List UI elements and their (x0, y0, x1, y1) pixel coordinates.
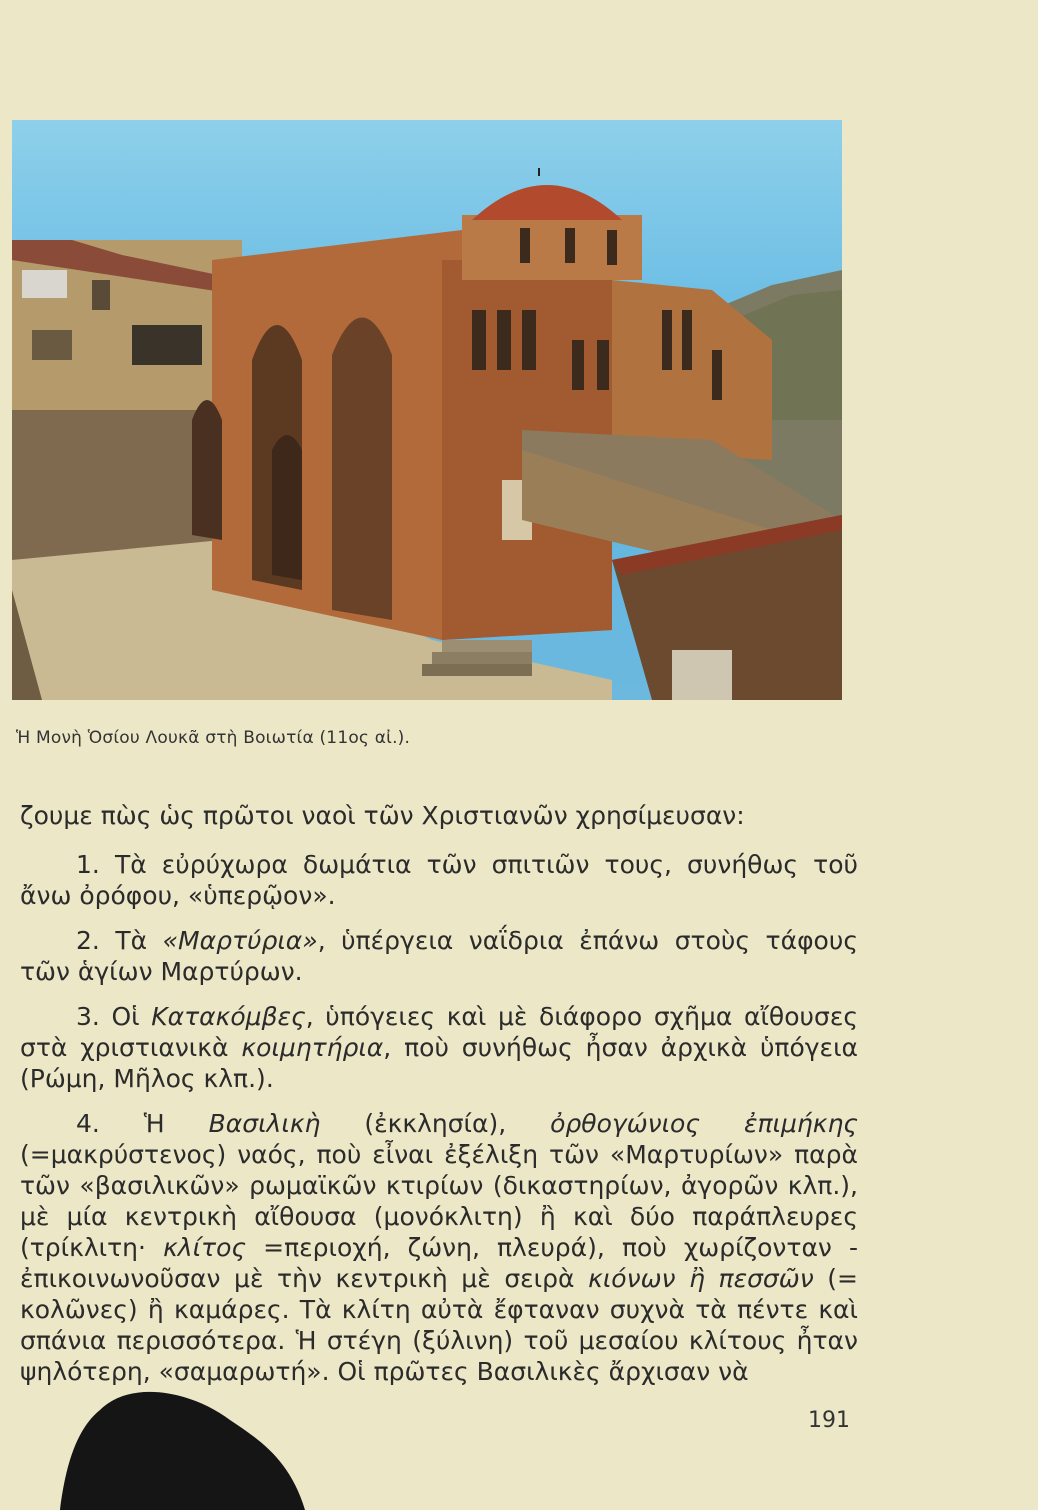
page-number: 191 (808, 1408, 850, 1433)
term-klitos: κλίτος (163, 1233, 247, 1262)
term-orthogonios: ὀρθογώνιος ἐπιμήκης (550, 1109, 858, 1138)
term-katakomves: Κατακόμβες (151, 1002, 306, 1031)
photo-caption: Ἡ Μονὴ Ὁσίου Λουκᾶ στὴ Βοιωτία (11ος αἰ.). (16, 728, 411, 748)
monastery-photo (12, 120, 842, 700)
body-text (20, 800, 858, 1401)
page-stain (60, 1380, 320, 1510)
term-koimitiria: κοιμητήρια (241, 1033, 384, 1062)
intro-paragraph: ζουμε πὼς ὡς πρῶτοι ναοὶ τῶν Χριστιανῶν χρησίμευσαν: (20, 801, 745, 830)
term-vasiliki: Βασιλικὴ (208, 1109, 321, 1138)
term-kionon: κιόνων ἢ πεσσῶν (588, 1264, 814, 1293)
list-item-3: 3. Οἱ Κατακόμβες, ὑπόγειες καὶ μὲ διάφορο σχῆμα αἴθουσες στὰ χριστιανικὰ κοιμητήρια, ποὺ συνήθως ἦσαν ἀρχικὰ ὑπόγεια (Ρώμη, Μῆλος κλπ.). (20, 1002, 859, 1093)
list-item-1: 1. Τὰ εὐρύχωρα δωμάτια τῶν σπιτιῶν τους, συνήθως τοῦ ἄνω ὀρόφου, «ὑπερῷον». (20, 850, 858, 910)
list-item-4: 4. Ἡ Βασιλικὴ (ἐκκλησία), ὀρθογώνιος ἐπιμήκης (=μακρύστενος) ναός, ποὺ εἶναι ἐξέλιξη τῶν «Μαρτυρίων» παρὰ τῶν «βασιλικῶν» ρωμαϊκῶν κτιρίων (δικαστηρίων, ἀγορῶν κλπ.), μὲ μία κεντρικὴ αἴθουσα (μονόκλιτη) ἢ καὶ δύο παράπλευρες (τρίκλιτη· κλίτος =περιοχή, ζώνη, πλευρά), ποὺ χωρίζονταν - ἐπικοινωνοῦσαν μὲ τὴν κεντρικὴ μὲ σειρὰ κιόνων ἢ πεσσῶν (= κολῶνες) ἢ καμάρες. Τὰ κλίτη αὐτὰ ἔφταναν συχνὰ τὰ πέντε καὶ σπάνια περισσότερα. Ἡ στέγη (ξύλινη) τοῦ μεσαίου κλίτους ἦταν ψηλότερη, «σαμαρωτή». Οἱ πρῶτες Βασιλικὲς ἄρχισαν νὰ (20, 1109, 858, 1386)
monastery-illustration (12, 120, 842, 700)
term-martyria: «Μαρτύρια» (162, 926, 318, 955)
list-item-2: 2. Τὰ «Μαρτύρια», ὑπέργεια ναΐδρια ἐπάνω στοὺς τάφους τῶν ἁγίων Μαρτύρων. (20, 926, 858, 986)
